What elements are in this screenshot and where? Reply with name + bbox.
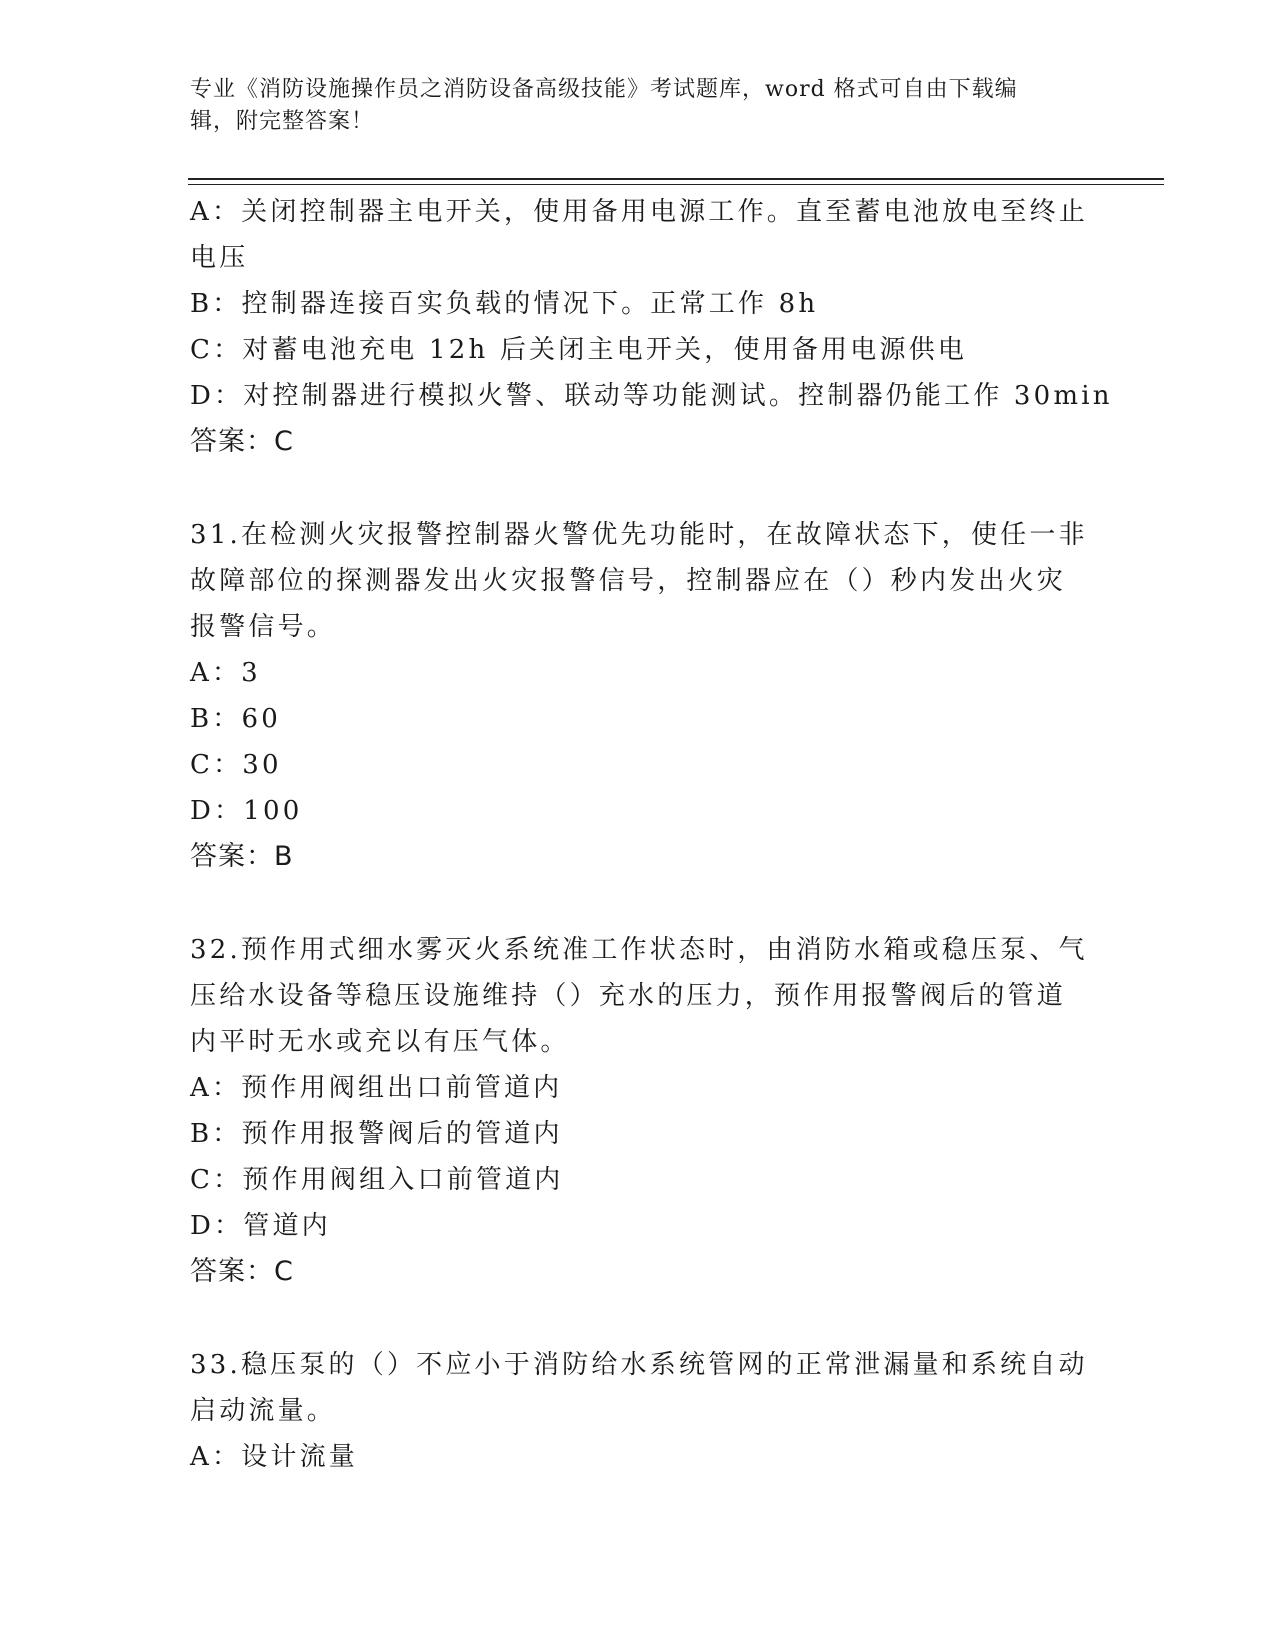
header-divider-thick (188, 178, 1164, 180)
question-33 (190, 1342, 1090, 1480)
question-stem-line: 31.在检测火灾报警控制器火警优先功能时，在故障状态下，使任一非 (190, 520, 1088, 550)
option-b: B：控制器连接百实负载的情况下。正常工作 8h (190, 289, 819, 319)
option-a: A：关闭控制器主电开关，使用备用电源工作。直至蓄电池放电至终止 (190, 197, 1088, 227)
option-c: C：预作用阀组入口前管道内 (190, 1165, 564, 1195)
answer-label: 答案：C (190, 1256, 294, 1287)
spacer (190, 880, 1090, 927)
option-b: B：预作用报警阀后的管道内 (190, 1119, 563, 1149)
question-31 (190, 512, 1090, 880)
question-stem-line: 32.预作用式细水雾灭火系统准工作状态时，由消防水箱或稳压泵、气 (190, 935, 1088, 965)
question-32 (190, 927, 1090, 1295)
spacer (190, 465, 1090, 512)
option-a-continued: 电压 (190, 243, 249, 273)
spacer (190, 1295, 1090, 1342)
option-c: C：30 (190, 750, 282, 780)
answer-label: 答案：C (190, 426, 294, 457)
header-divider-thin (188, 184, 1164, 185)
question-stem-line: 启动流量。 (190, 1396, 337, 1426)
document-header (190, 74, 1090, 138)
question-stem-line: 报警信号。 (190, 612, 337, 642)
header-title-line-2: 辑，附完整答案！ (190, 109, 375, 134)
question-stem-line: 33.稳压泵的（）不应小于消防给水系统管网的正常泄漏量和系统自动 (190, 1350, 1088, 1380)
option-d: D：管道内 (190, 1211, 331, 1241)
option-a: A：3 (190, 658, 261, 688)
option-b: B：60 (190, 704, 281, 734)
question-30-partial (190, 189, 1113, 465)
question-stem-line: 压给水设备等稳压设施维持（）充水的压力，预作用报警阀后的管道 (190, 981, 1067, 1011)
option-a: A：设计流量 (190, 1442, 358, 1472)
question-stem-line: 故障部位的探测器发出火灾报警信号，控制器应在（）秒内发出火灾 (190, 566, 1067, 596)
question-content (190, 189, 1113, 1480)
header-title-line-1: 专业《消防设施操作员之消防设备高级技能》考试题库，word 格式可自由下载编 (190, 77, 1018, 102)
answer-label: 答案：B (190, 841, 294, 872)
question-stem-line: 内平时无水或充以有压气体。 (190, 1027, 570, 1057)
option-a: A：预作用阀组出口前管道内 (190, 1073, 563, 1103)
option-c: C：对蓄电池充电 12h 后关闭主电开关，使用备用电源供电 (190, 335, 968, 365)
option-d: D：100 (190, 796, 303, 826)
option-d: D：对控制器进行模拟火警、联动等功能测试。控制器仍能工作 30min (190, 381, 1113, 411)
